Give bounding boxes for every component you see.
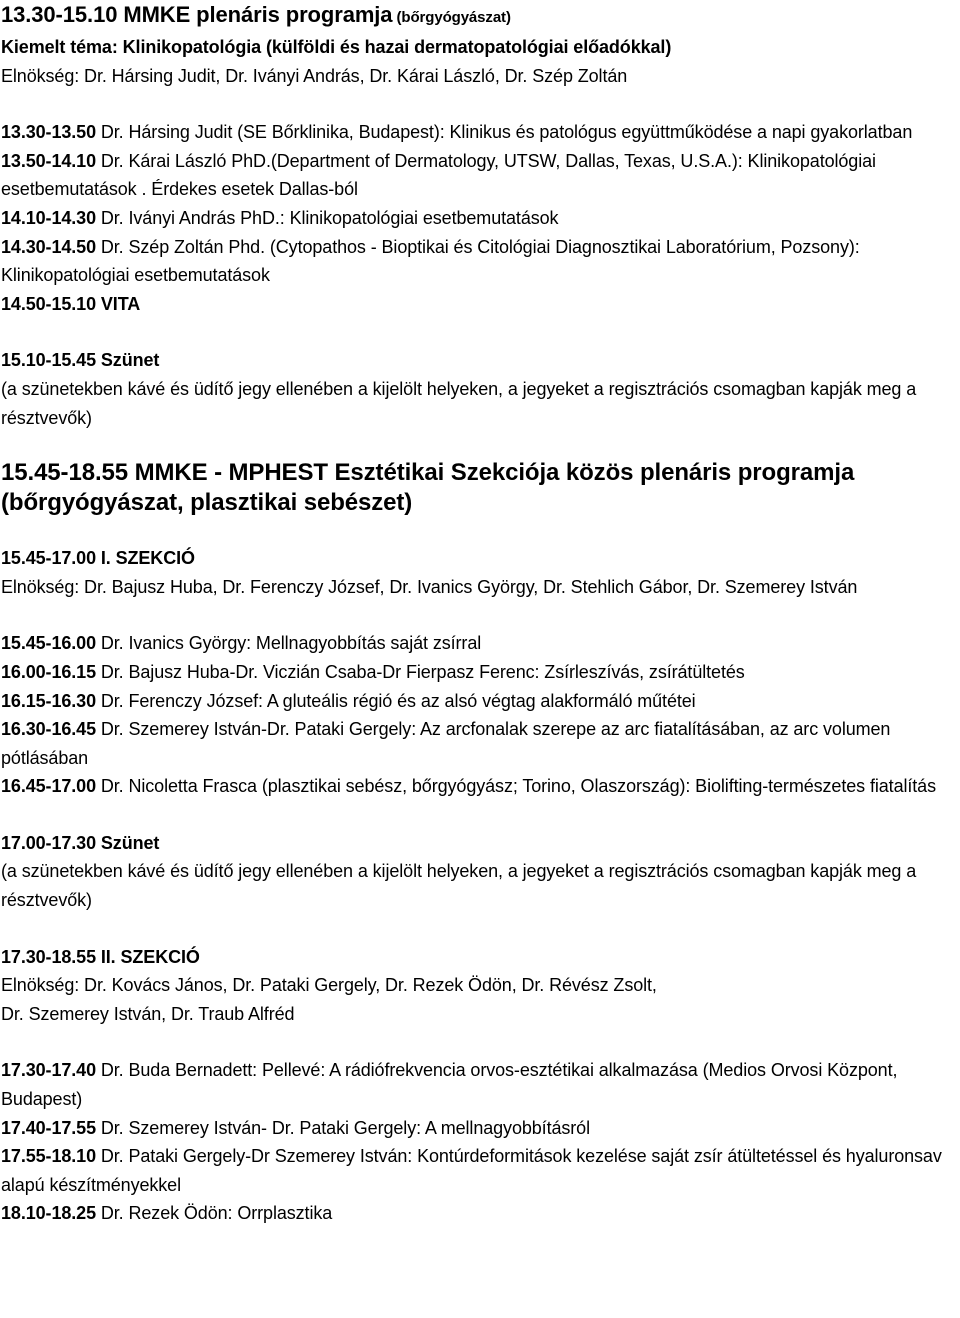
- section-chairs: Elnökség: Dr. Bajusz Huba, Dr. Ferenczy József, Dr. Ivanics György, Dr. Stehlich Gábor, Dr. Szemerey István: [1, 576, 858, 597]
- talk-text: Dr. Kárai László PhD.(Department of Dermatology, UTSW, Dallas, Texas, U.S.A.): Klinikopatológiai esetbemutatások . Érdekes esetek Dallas-ból: [1, 150, 876, 200]
- section-title: 17.30-18.55 II. SZEKCIÓ: [1, 946, 200, 967]
- talk-time: 16.00-16.15: [1, 661, 96, 682]
- break-note: (a szünetekben kávé és üdítő jegy ellenében a kijelölt helyeken, a jegyeket a regisztrációs csomagban kapják meg a résztvevők): [1, 861, 917, 911]
- talk-text: Dr. Ivanics György: Mellnagyobbítás saját zsírral: [95, 633, 482, 654]
- talk-time: 14.10-14.30: [1, 207, 96, 228]
- talk-item: [0, 629, 958, 658]
- talk-item: [0, 687, 958, 716]
- talk-item: [0, 1056, 958, 1113]
- session-title-main: 13.30-15.10 MMKE plenáris programja: [1, 2, 393, 27]
- session2-title: 15.45-18.55 MMKE - MPHEST Esztétikai Szekciója közös plenáris programja (bőrgyógyászat, plasztikai sebészet): [1, 459, 855, 517]
- talk-item: [0, 233, 958, 290]
- talk-item: [0, 715, 958, 772]
- talk-time: 16.45-17.00: [1, 776, 96, 797]
- session-topic: Kiemelt téma: Klinikopatológia (külföldi és hazai dermatopatológiai előadókkal): [1, 37, 672, 57]
- talk-item: [0, 147, 958, 204]
- talk-item: [0, 1199, 958, 1228]
- talk-time: 14.50-15.10 VITA: [1, 293, 141, 314]
- section-chairs: Dr. Szemerey István, Dr. Traub Alfréd: [1, 1003, 295, 1024]
- talk-item: [0, 204, 958, 233]
- talk-text: Dr. Hársing Judit (SE Bőrklinika, Budapest): Klinikus és patológus együttműködése a napi gyakorlatban: [95, 122, 913, 143]
- talk-item: [0, 658, 958, 687]
- break-title: 15.10-15.45 Szünet: [1, 350, 160, 371]
- talk-item: [0, 118, 958, 147]
- talk-text: Dr. Nicoletta Frasca (plasztikai sebész, bőrgyógyász; Torino, Olaszország): Biolifting-természetes fiatalítás: [95, 776, 936, 797]
- section-chairs: Elnökség: Dr. Kovács János, Dr. Pataki Gergely, Dr. Rezek Ödön, Dr. Révész Zsolt,: [1, 975, 657, 996]
- talk-text: Dr. Ferenczy József: A gluteális régió és az alsó végtag alakformáló műtétei: [95, 690, 696, 711]
- talk-text: Dr. Rezek Ödön: Orrplasztika: [95, 1203, 333, 1224]
- talk-time: 16.15-16.30: [1, 690, 96, 711]
- session-chairs: Elnökség: Dr. Hársing Judit, Dr. Iványi András, Dr. Kárai László, Dr. Szép Zoltán: [1, 65, 628, 86]
- talk-text: Dr. Szemerey István- Dr. Pataki Gergely: A mellnagyobbításról: [95, 1117, 590, 1138]
- talk-time: 18.10-18.25: [1, 1203, 96, 1224]
- talk-time: 17.55-18.10: [1, 1146, 96, 1167]
- talk-item: [0, 1114, 958, 1143]
- talk-time: 13.50-14.10: [1, 150, 96, 171]
- talk-text: Dr. Iványi András PhD.: Klinikopatológiai esetbemutatások: [95, 207, 559, 228]
- session-title-sub: (bőrgyógyászat): [392, 9, 511, 26]
- talk-time: 15.45-16.00: [1, 633, 96, 654]
- break-note: (a szünetekben kávé és üdítő jegy ellenében a kijelölt helyeken, a jegyeket a regisztrációs csomagban kapják meg a résztvevők): [1, 378, 917, 428]
- talk-time: 17.30-17.40: [1, 1060, 96, 1081]
- talk-time: 17.40-17.55: [1, 1117, 96, 1138]
- talk-text: Dr. Pataki Gergely-Dr Szemerey István: Kontúrdeformitások kezelése saját zsír átültetéssel és hyaluronsav alapú készítményekkel: [1, 1146, 942, 1195]
- break-title: 17.00-17.30 Szünet: [1, 832, 160, 853]
- talk-time: 16.30-16.45: [1, 719, 96, 740]
- talk-time: 13.30-13.50: [1, 122, 96, 143]
- talk-item: [0, 772, 958, 801]
- talk-item: [0, 290, 958, 319]
- talk-text: Dr. Buda Bernadett: Pellevé: A rádiófrekvencia orvos-esztétikai alkalmazása (Medios Orvosi Központ, Budapest): [1, 1060, 898, 1110]
- section-title: 15.45-17.00 I. SZEKCIÓ: [1, 548, 195, 569]
- talk-text: Dr. Szép Zoltán Phd. (Cytopathos - Bioptikai és Citológiai Diagnosztikai Laboratórium, Pozsony): Klinikopatológiai esetbemutatások: [1, 236, 860, 286]
- talk-text: Dr. Szemerey István-Dr. Pataki Gergely: Az arcfonalak szerepe az arc fiatalításában, az arc volumen pótlásában: [1, 719, 891, 768]
- talk-text: Dr. Bajusz Huba-Dr. Viczián Csaba-Dr Fierpasz Ferenc: Zsírleszívás, zsírátültetés: [95, 661, 745, 682]
- session-title: [0, 0, 958, 33]
- talk-time: 14.30-14.50: [1, 236, 96, 257]
- talk-item: [0, 1142, 958, 1199]
